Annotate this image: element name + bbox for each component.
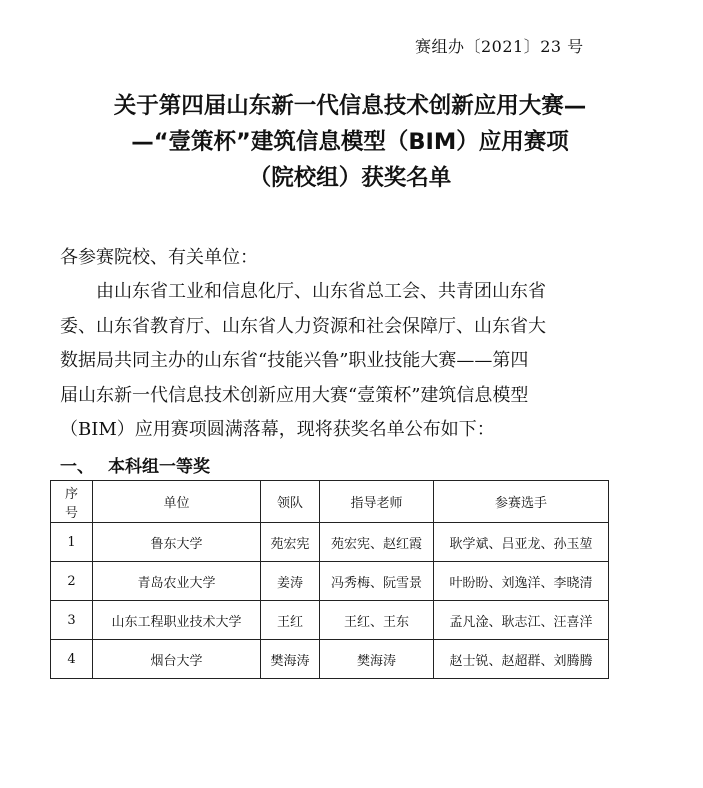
awards-table [50,480,609,679]
body-line: 由山东省工业和信息化厅、山东省总工会、共青团山东省 [60,281,546,302]
cell-unit: 烟台大学 [93,640,261,679]
header-leader: 领队 [261,481,320,523]
cell-instructor: 苑宏宪、赵红霞 [320,523,434,562]
header-instructor: 指导老师 [320,481,434,523]
header-seq [51,481,93,523]
header-seq-line: 序 [64,486,78,502]
cell-contestants: 耿学斌、吕亚龙、孙玉堃 [434,523,609,562]
document-number: 赛组办〔2021〕23 号 [415,37,584,56]
header-unit: 单位 [93,481,261,523]
salutation: 各参赛院校、有关单位： [60,247,258,268]
cell-no: 1 [51,523,93,562]
table-row [51,562,609,601]
cell-no: 2 [51,562,93,601]
cell-contestants: 叶盼盼、刘逸洋、李晓清 [434,562,609,601]
section-number: 一、 [60,457,94,477]
table-row [51,601,609,640]
cell-instructor: 王红、王东 [320,601,434,640]
body-paragraph [60,275,610,448]
cell-instructor: 冯秀梅、阮雪景 [320,562,434,601]
body-line: 委、山东省教育厅、山东省人力资源和社会保障厅、山东省大 [60,315,546,337]
table-row [51,523,609,562]
cell-leader: 苑宏宪 [261,523,320,562]
cell-contestants: 赵士锐、赵超群、刘腾腾 [434,640,609,679]
cell-no: 4 [51,640,93,679]
title-line: 关于第四届山东新一代信息技术创新应用大赛— [113,93,587,119]
section-title: 本科组一等奖 [108,457,210,477]
title-line: —“壹策杯”建筑信息模型（BIM）应用赛项 [131,129,569,155]
section-heading [60,452,210,477]
cell-leader: 王红 [261,601,320,640]
cell-contestants: 孟凡淦、耿志江、汪喜洋 [434,601,609,640]
table-header-row [51,481,609,523]
body-line: 数据局共同主办的山东省“技能兴鲁”职业技能大赛——第四 [60,350,529,371]
title-line: （院校组）获奖名单 [248,165,452,191]
header-seq-line: 号 [64,505,78,521]
body-line: 届山东新一代信息技术创新应用大赛“壹策杯”建筑信息模型 [60,384,529,406]
cell-unit: 鲁东大学 [93,523,261,562]
cell-unit: 青岛农业大学 [93,562,261,601]
cell-leader: 姜涛 [261,562,320,601]
header-contestants: 参赛选手 [434,481,609,523]
table-row [51,640,609,679]
cell-instructor: 樊海涛 [320,640,434,679]
cell-no: 3 [51,601,93,640]
cell-leader: 樊海涛 [261,640,320,679]
document-title [55,88,645,196]
body-line: （BIM）应用赛项圆满落幕，现将获奖名单公布如下： [60,419,495,440]
cell-unit: 山东工程职业技术大学 [93,601,261,640]
